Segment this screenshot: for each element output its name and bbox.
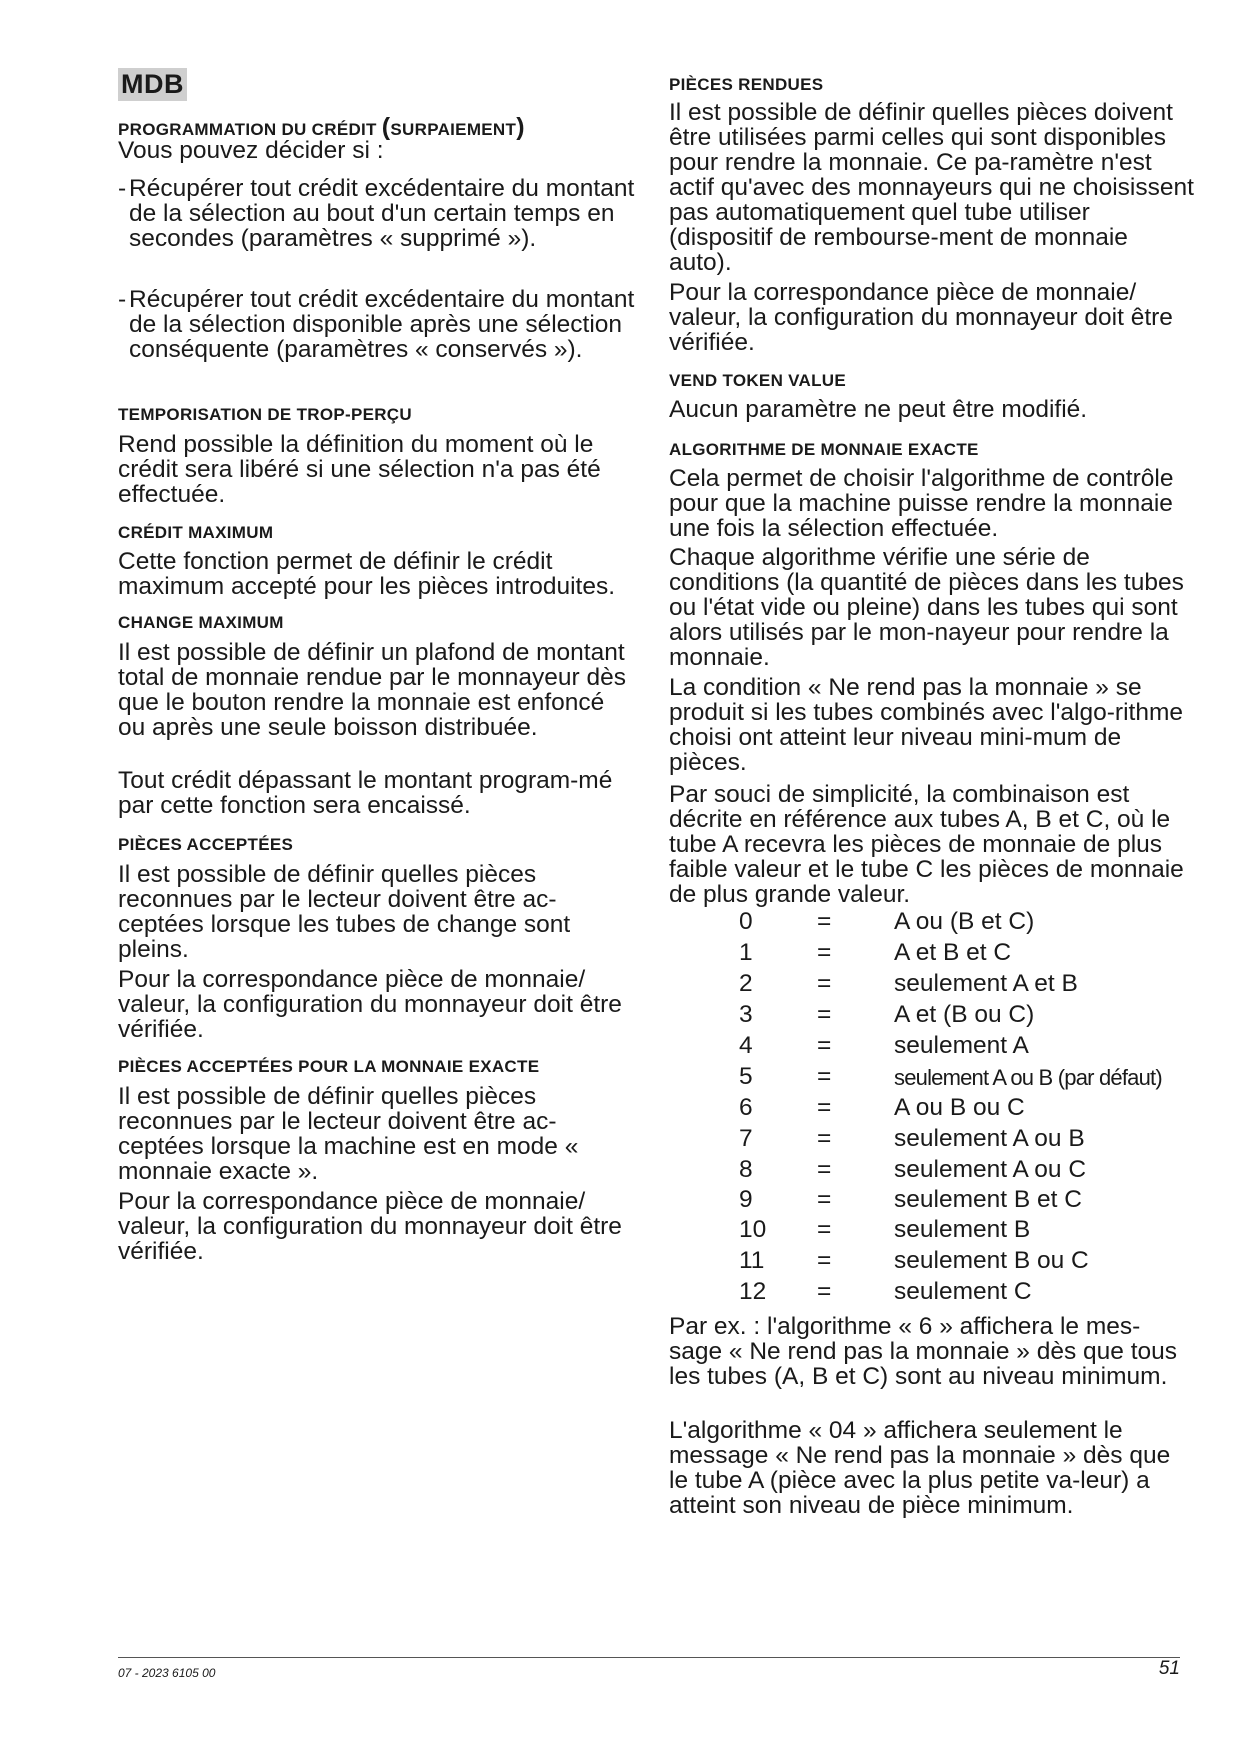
algorithm-description: seulement B ou C [894,1247,1089,1274]
paragraph: Pour la correspondance pièce de monnaie/ valeur, la configuration du monnayeur doit être vérifiée. [118,966,622,1043]
dash-marker: - [118,286,127,313]
algorithm-number: 9 [739,1186,753,1213]
heading-pieces-monnaie-exacte: PIÈCES ACCEPTÉES POUR LA MONNAIE EXACTE [118,1057,540,1076]
algorithm-description: seulement B et C [894,1186,1082,1213]
intro-text: Vous pouvez décider si : [118,137,384,164]
algorithm-row [669,1094,1194,1125]
equals-sign: = [817,1247,832,1274]
algorithm-row [669,1156,1194,1187]
paragraph: Rend possible la définition du moment où le crédit sera libéré si une sélection n'a pas été effectuée. [118,431,601,508]
paragraph: Chaque algorithme vérifie une série de conditions (la quantité de pièces dans les tubes ou l'état vide ou pleine) dans les tubes qui sont alors utilisés par le mon-nayeur pour rendre la monnaie. [669,544,1184,671]
algorithm-number: 1 [739,939,753,966]
equals-sign: = [817,1063,832,1090]
algorithm-description: A ou B ou C [894,1094,1025,1121]
heading-algorithme: ALGORITHME DE MONNAIE EXACTE [669,440,979,459]
equals-sign: = [817,1156,832,1183]
algorithm-row [669,970,1194,1001]
equals-sign: = [817,939,832,966]
algorithm-number: 3 [739,1001,753,1028]
paragraph: Par ex. : l'algorithme « 6 » affichera le mes-sage « Ne rend pas la monnaie » dès que tous les tubes (A, B et C) sont au niveau minimum. [669,1313,1178,1390]
algorithm-row [669,1032,1194,1063]
algorithm-row [669,939,1194,970]
equals-sign: = [817,1001,832,1028]
algorithm-row [669,1278,1194,1309]
paragraph: Cette fonction permet de définir le crédit maximum accepté pour les pièces introduites. [118,548,616,600]
algorithm-row [669,1186,1194,1217]
paragraph: Par souci de simplicité, la combinaison est décrite en référence aux tubes A, B et C, où le tube A recevra les pièces de monnaie de plus faible valeur et le tube C les pièces de monnaie de plus grande valeur. [669,781,1184,908]
equals-sign: = [817,1216,832,1243]
algorithm-number: 8 [739,1156,753,1183]
algorithm-row [669,1063,1194,1094]
algorithm-row [669,1216,1194,1247]
algorithm-number: 12 [739,1278,767,1305]
algorithm-row [669,1001,1194,1032]
algorithm-number: 2 [739,970,753,997]
algorithm-number: 10 [739,1216,767,1243]
paragraph: Tout crédit dépassant le montant program-mé par cette fonction sera encaissé. [118,767,613,819]
algorithm-number: 4 [739,1032,753,1059]
algorithm-number: 6 [739,1094,753,1121]
paragraph: Pour la correspondance pièce de monnaie/ valeur, la configuration du monnayeur doit être vérifiée. [669,279,1173,356]
algorithm-description: seulement B [894,1216,1031,1243]
algorithm-description: seulement A ou C [894,1156,1087,1183]
paragraph: Il est possible de définir un plafond de montant total de monnaie rendue par le monnayeur dès que le bouton rendre la monnaie est enfoncé ou après une seule boisson distribuée. [118,639,627,741]
algorithm-number: 11 [739,1247,765,1274]
equals-sign: = [817,1094,832,1121]
algorithm-description: seulement A et B [894,970,1078,997]
algorithm-description: A et B et C [894,939,1012,966]
algorithm-row [669,1247,1194,1278]
document-code: 07 - 2023 6105 00 [118,1666,216,1680]
section-title: MDB [118,68,187,101]
algorithm-row [669,908,1194,939]
bullet-item [118,176,643,251]
heading-temporisation: TEMPORISATION DE TROP-PERÇU [118,405,412,424]
algorithm-number: 5 [739,1063,753,1090]
algorithm-row [669,1125,1194,1156]
heading-change-maximum: CHANGE MAXIMUM [118,613,284,632]
bullet-text: Récupérer tout crédit excédentaire du montant de la sélection disponible après une sélection conséquente (paramètres « conservés »). [129,286,635,363]
equals-sign: = [817,908,832,935]
paragraph: Il est possible de définir quelles pièces reconnues par le lecteur doivent être ac-ceptées lorsque la machine est en mode « monnaie exacte ». [118,1083,579,1185]
bullet-item [118,287,643,362]
algorithm-description: seulement C [894,1278,1032,1305]
paren-open: ( [381,113,391,141]
bullet-text: Récupérer tout crédit excédentaire du montant de la sélection au bout d'un certain temps en secondes (paramètres « supprimé »). [129,175,635,252]
dash-marker: - [118,175,127,202]
footer-divider [118,1657,1180,1658]
paragraph: Il est possible de définir quelles pièces reconnues par le lecteur doivent être ac-ceptées lorsque les tubes de change sont pleins. [118,861,571,963]
algorithm-description: seulement A [894,1032,1029,1059]
equals-sign: = [817,1186,832,1213]
algorithm-number: 0 [739,908,753,935]
paragraph: Pour la correspondance pièce de monnaie/ valeur, la configuration du monnayeur doit être vérifiée. [118,1188,622,1265]
paragraph: Aucun paramètre ne peut être modifié. [669,396,1088,423]
algorithm-description: A ou (B et C) [894,908,1035,935]
paragraph: Cela permet de choisir l'algorithme de contrôle pour que la machine puisse rendre la monnaie une fois la sélection effectuée. [669,465,1174,542]
paragraph: La condition « Ne rend pas la monnaie » se produit si les tubes combinés avec l'algo-rithme choisi ont atteint leur niveau mini-mum de pièces. [669,674,1183,776]
heading-vend-token-value: VEND TOKEN VALUE [669,371,847,390]
algorithm-description: seulement A ou B (par défaut) [894,1065,1162,1090]
heading-text-mid: SURPAIEMENT [390,120,517,139]
algorithm-number: 7 [739,1125,753,1152]
paragraph: Il est possible de définir quelles pièces doivent être utilisées parmi celles qui sont disponibles pour rendre la monnaie. Ce pa-ramètre n'est actif qu'avec des monnayeurs qui ne choisissent pas automatiquement quel tube utiliser (dispositif de rembourse-ment de monnaie auto). [669,99,1194,276]
equals-sign: = [817,1125,832,1152]
equals-sign: = [817,970,832,997]
paragraph: L'algorithme « 04 » affichera seulement le message « Ne rend pas la monnaie » dès que le tube A (pièce avec la plus petite va-leur) a atteint son niveau de pièce minimum. [669,1417,1171,1519]
equals-sign: = [817,1032,832,1059]
page-number: 51 [1158,1658,1180,1679]
algorithm-description: A et (B ou C) [894,1001,1035,1028]
heading-text: PROGRAMMATION DU CRÉDIT [118,120,382,139]
heading-pieces-acceptees: PIÈCES ACCEPTÉES [118,835,294,854]
algorithm-description: seulement A ou B [894,1125,1085,1152]
heading-pieces-rendues: PIÈCES RENDUES [669,75,824,94]
paren-close: ) [516,113,525,141]
heading-credit-maximum: CRÉDIT MAXIMUM [118,523,274,542]
equals-sign: = [817,1278,832,1305]
